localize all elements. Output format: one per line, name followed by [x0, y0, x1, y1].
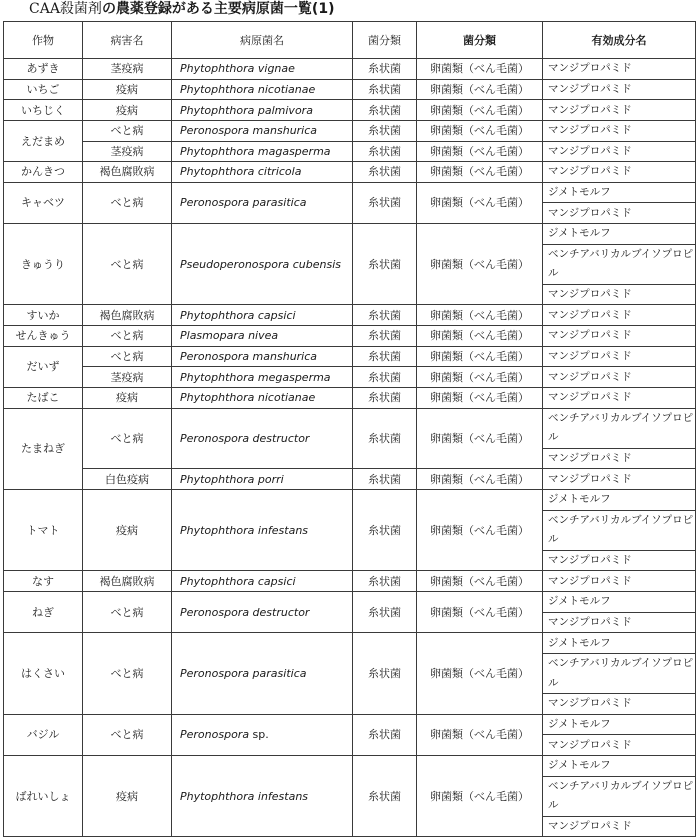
crop-cell: えだまめ [4, 120, 83, 161]
crop-cell: なす [4, 571, 83, 592]
pathogen-cell [172, 756, 353, 837]
ingredient-cell: マンジプロパミド [543, 469, 696, 490]
table-row [4, 224, 696, 245]
pathogen-name: Phytophthora palmivora [180, 103, 313, 117]
table-row [4, 592, 696, 613]
ingredient-cell: マンジプロパミド [543, 120, 696, 141]
header-class: 菌分類 [353, 22, 417, 59]
class-detail-cell: 卵菌類（べん毛菌） [417, 305, 543, 326]
pathogen-table [3, 21, 696, 837]
disease-cell: べと病 [83, 120, 172, 141]
crop-cell: せんきゅう [4, 326, 83, 347]
crop-cell: たまねぎ [4, 408, 83, 489]
pathogen-cell [172, 387, 353, 408]
table-row [4, 714, 696, 735]
pathogen-cell [172, 633, 353, 714]
table-row [4, 120, 696, 141]
table-row [4, 367, 696, 388]
class-detail-cell: 卵菌類（べん毛菌） [417, 59, 543, 80]
disease-cell: べと病 [83, 224, 172, 305]
disease-cell: 疫病 [83, 100, 172, 121]
title-rest: の農薬登録がある主要病原菌一覧(1) [101, 1, 335, 17]
disease-cell: 褐色腐敗病 [83, 571, 172, 592]
disease-cell: 疫病 [83, 756, 172, 837]
crop-cell: だいず [4, 346, 83, 387]
ingredient-cell: ベンチアバリカルブイソプロピル [543, 244, 696, 284]
class-detail-cell: 卵菌類（べん毛菌） [417, 469, 543, 490]
crop-cell: はくさい [4, 633, 83, 714]
class-cell: 糸状菌 [353, 305, 417, 326]
header-disease: 病害名 [83, 22, 172, 59]
pathogen-name: Peronospora manshurica [180, 124, 318, 138]
pathogen-name: Phytophthora porri [180, 472, 284, 486]
class-cell: 糸状菌 [353, 100, 417, 121]
class-cell: 糸状菌 [353, 162, 417, 183]
ingredient-cell: マンジプロパミド [543, 100, 696, 121]
header-class-detail: 菌分類 [417, 22, 543, 59]
class-cell: 糸状菌 [353, 326, 417, 347]
header-pathogen: 病原菌名 [172, 22, 353, 59]
table-row [4, 387, 696, 408]
pathogen-cell [172, 490, 353, 571]
pathogen-cell [172, 182, 353, 223]
ingredient-cell: マンジプロパミド [543, 203, 696, 224]
class-cell: 糸状菌 [353, 59, 417, 80]
disease-cell: べと病 [83, 592, 172, 633]
disease-cell: 茎疫病 [83, 59, 172, 80]
class-detail-cell: 卵菌類（べん毛菌） [417, 224, 543, 305]
pathogen-cell [172, 469, 353, 490]
class-cell: 糸状菌 [353, 469, 417, 490]
table-row [4, 59, 696, 80]
class-cell: 糸状菌 [353, 141, 417, 162]
class-cell: 糸状菌 [353, 182, 417, 223]
ingredient-cell: ジメトモルフ [543, 592, 696, 613]
class-detail-cell: 卵菌類（べん毛菌） [417, 408, 543, 469]
table-body [4, 59, 696, 837]
class-detail-cell: 卵菌類（べん毛菌） [417, 756, 543, 837]
class-cell: 糸状菌 [353, 120, 417, 141]
table-row [4, 346, 696, 367]
ingredient-cell: マンジプロパミド [543, 346, 696, 367]
ingredient-cell: マンジプロパミド [543, 326, 696, 347]
disease-cell: べと病 [83, 346, 172, 367]
ingredient-cell: ジメトモルフ [543, 633, 696, 654]
ingredient-cell: マンジプロパミド [543, 694, 696, 715]
page-title [0, 0, 700, 22]
class-detail-cell: 卵菌類（べん毛菌） [417, 162, 543, 183]
ingredient-cell: ベンチアバリカルブイソプロピル [543, 776, 696, 816]
pathogen-cell [172, 367, 353, 388]
pathogen-name: Peronospora parasitica [180, 667, 307, 681]
pathogen-cell [172, 59, 353, 80]
ingredient-cell: マンジプロパミド [543, 387, 696, 408]
table-row [4, 162, 696, 183]
class-cell: 糸状菌 [353, 592, 417, 633]
header-crop: 作物 [4, 22, 83, 59]
crop-cell: すいか [4, 305, 83, 326]
pathogen-name: Peronospora destructor [180, 431, 310, 445]
table-row [4, 469, 696, 490]
ingredient-cell: マンジプロパミド [543, 612, 696, 633]
class-detail-cell: 卵菌類（べん毛菌） [417, 326, 543, 347]
disease-cell: 白色疫病 [83, 469, 172, 490]
class-cell: 糸状菌 [353, 79, 417, 100]
pathogen-cell [172, 224, 353, 305]
crop-cell: ばれいしょ [4, 756, 83, 837]
ingredient-cell: ジメトモルフ [543, 182, 696, 203]
disease-cell: べと病 [83, 633, 172, 714]
class-detail-cell: 卵菌類（べん毛菌） [417, 571, 543, 592]
pathogen-cell [172, 141, 353, 162]
pathogen-name: Phytophthora citricola [180, 165, 302, 179]
ingredient-cell: マンジプロパミド [543, 448, 696, 469]
disease-cell: べと病 [83, 182, 172, 223]
class-detail-cell: 卵菌類（べん毛菌） [417, 120, 543, 141]
table-row [4, 79, 696, 100]
header-ingredient: 有効成分名 [543, 22, 696, 59]
class-cell: 糸状菌 [353, 714, 417, 755]
class-cell: 糸状菌 [353, 346, 417, 367]
table-row [4, 571, 696, 592]
pathogen-name: Phytophthora magasperma [180, 144, 331, 158]
pathogen-cell [172, 326, 353, 347]
class-cell: 糸状菌 [353, 571, 417, 592]
crop-cell: きゅうり [4, 224, 83, 305]
pathogen-name: Pseudoperonospora cubensis [180, 257, 341, 271]
crop-cell: ねぎ [4, 592, 83, 633]
ingredient-cell: ベンチアバリカルブイソプロピル [543, 510, 696, 550]
pathogen-cell [172, 714, 353, 755]
disease-cell: 疫病 [83, 490, 172, 571]
pathogen-name: Phytophthora capsici [180, 308, 296, 322]
pathogen-name: Phytophthora infestans [180, 789, 309, 803]
ingredient-cell: ジメトモルフ [543, 490, 696, 511]
pathogen-name: Phytophthora vignae [180, 62, 295, 76]
class-detail-cell: 卵菌類（べん毛菌） [417, 592, 543, 633]
ingredient-cell: マンジプロパミド [543, 162, 696, 183]
pathogen-cell [172, 100, 353, 121]
pathogen-name: Peronospora parasitica [180, 196, 307, 210]
class-detail-cell: 卵菌類（べん毛菌） [417, 490, 543, 571]
crop-cell: いちじく [4, 100, 83, 121]
ingredient-cell: ベンチアバリカルブイソプロピル [543, 653, 696, 693]
pathogen-name: Peronospora manshurica [180, 350, 318, 363]
pathogen-cell [172, 408, 353, 469]
pathogen-name: Phytophthora nicotianae [180, 391, 316, 405]
class-detail-cell: 卵菌類（べん毛菌） [417, 100, 543, 121]
table-row [4, 326, 696, 347]
disease-cell: 疫病 [83, 387, 172, 408]
ingredient-cell: マンジプロパミド [543, 816, 696, 837]
ingredient-cell: ジメトモルフ [543, 224, 696, 245]
pathogen-suffix: sp. [249, 728, 269, 742]
pathogen-cell [172, 592, 353, 633]
table-row [4, 490, 696, 511]
crop-cell: あずき [4, 59, 83, 80]
class-cell: 糸状菌 [353, 408, 417, 469]
class-cell: 糸状菌 [353, 490, 417, 571]
pathogen-cell [172, 120, 353, 141]
pathogen-name: Phytophthora infestans [180, 523, 309, 537]
class-cell: 糸状菌 [353, 756, 417, 837]
ingredient-cell: ベンチアバリカルブイソプロピル [543, 408, 696, 448]
class-cell: 糸状菌 [353, 387, 417, 408]
table-row [4, 182, 696, 203]
class-detail-cell: 卵菌類（べん毛菌） [417, 346, 543, 367]
crop-cell: トマト [4, 490, 83, 571]
pathogen-name: Peronospora [180, 728, 250, 742]
disease-cell: 疫病 [83, 79, 172, 100]
disease-cell: 茎疫病 [83, 367, 172, 388]
pathogen-name: Phytophthora megasperma [180, 370, 331, 384]
table-row [4, 756, 696, 777]
title-lead: CAA殺菌剤 [29, 1, 102, 17]
class-detail-cell: 卵菌類（べん毛菌） [417, 633, 543, 714]
table-row [4, 141, 696, 162]
class-cell: 糸状菌 [353, 633, 417, 714]
pathogen-cell [172, 162, 353, 183]
pathogen-name: Plasmopara nivea [180, 329, 279, 343]
pathogen-cell [172, 571, 353, 592]
crop-cell: いちご [4, 79, 83, 100]
table-row [4, 633, 696, 654]
disease-cell: 褐色腐敗病 [83, 162, 172, 183]
disease-cell: べと病 [83, 408, 172, 469]
disease-cell: 褐色腐敗病 [83, 305, 172, 326]
class-cell: 糸状菌 [353, 224, 417, 305]
ingredient-cell: マンジプロパミド [543, 141, 696, 162]
disease-cell: べと病 [83, 326, 172, 347]
table-row [4, 305, 696, 326]
pathogen-name: Phytophthora nicotianae [180, 82, 316, 96]
crop-cell: たばこ [4, 387, 83, 408]
ingredient-cell: マンジプロパミド [543, 735, 696, 756]
ingredient-cell: マンジプロパミド [543, 305, 696, 326]
ingredient-cell: マンジプロパミド [543, 79, 696, 100]
ingredient-cell: ジメトモルフ [543, 756, 696, 777]
ingredient-cell: マンジプロパミド [543, 550, 696, 571]
ingredient-cell: マンジプロパミド [543, 284, 696, 305]
class-detail-cell: 卵菌類（べん毛菌） [417, 367, 543, 388]
ingredient-cell: ジメトモルフ [543, 714, 696, 735]
table-header-row [4, 22, 696, 59]
crop-cell: キャベツ [4, 182, 83, 223]
ingredient-cell: マンジプロパミド [543, 571, 696, 592]
disease-cell: べと病 [83, 714, 172, 755]
class-detail-cell: 卵菌類（べん毛菌） [417, 182, 543, 223]
class-detail-cell: 卵菌類（べん毛菌） [417, 714, 543, 755]
class-detail-cell: 卵菌類（べん毛菌） [417, 79, 543, 100]
class-detail-cell: 卵菌類（べん毛菌） [417, 141, 543, 162]
crop-cell: バジル [4, 714, 83, 755]
crop-cell: かんきつ [4, 162, 83, 183]
pathogen-cell [172, 305, 353, 326]
pathogen-cell [172, 79, 353, 100]
table-row [4, 100, 696, 121]
pathogen-name: Peronospora destructor [180, 605, 310, 619]
class-detail-cell: 卵菌類（べん毛菌） [417, 387, 543, 408]
pathogen-name: Phytophthora capsici [180, 574, 296, 588]
pathogen-cell [172, 346, 353, 367]
disease-cell: 茎疫病 [83, 141, 172, 162]
ingredient-cell: マンジプロパミド [543, 59, 696, 80]
ingredient-cell: マンジプロパミド [543, 367, 696, 388]
class-cell: 糸状菌 [353, 367, 417, 388]
